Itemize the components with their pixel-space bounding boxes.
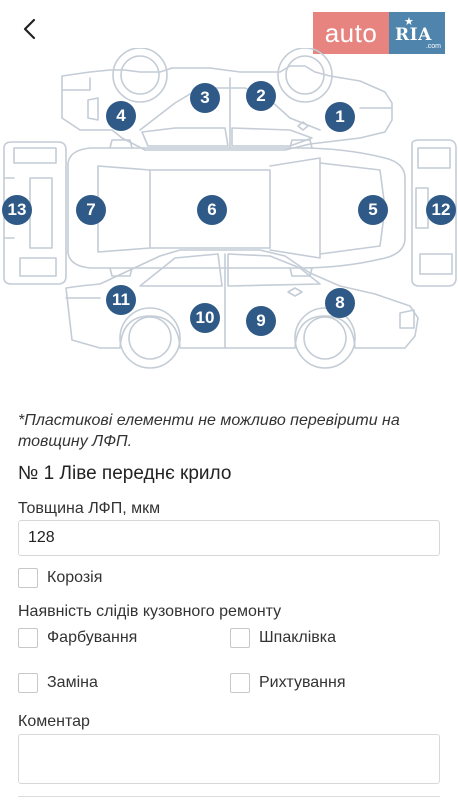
straightening-checkbox-box[interactable] bbox=[230, 673, 250, 693]
marker-part-5[interactable]: 5 bbox=[358, 195, 388, 225]
putty-checkbox-box[interactable] bbox=[230, 628, 250, 648]
logo-ria-text: RIA bbox=[395, 25, 432, 45]
repair-option-painting[interactable] bbox=[18, 628, 137, 648]
repair-heading: Наявність слідів кузовного ремонту bbox=[18, 603, 282, 620]
marker-part-2[interactable]: 2 bbox=[246, 81, 276, 111]
marker-part-13[interactable]: 13 bbox=[2, 195, 32, 225]
corrosion-checkbox[interactable] bbox=[18, 568, 102, 588]
plastic-parts-note: *Пластикові елементи не можливо перевірити на товщину ЛФП. bbox=[18, 412, 400, 450]
marker-part-11[interactable]: 11 bbox=[106, 285, 136, 315]
putty-label: Шпаклівка bbox=[259, 629, 337, 646]
car-body-diagram bbox=[0, 48, 458, 388]
repair-option-putty[interactable] bbox=[230, 628, 336, 648]
bottom-divider bbox=[18, 796, 440, 797]
chevron-left-icon bbox=[22, 18, 36, 40]
thickness-label: Товщина ЛФП, мкм bbox=[18, 500, 161, 517]
painting-label: Фарбування bbox=[47, 629, 138, 646]
thickness-input[interactable] bbox=[18, 520, 440, 556]
marker-part-7[interactable]: 7 bbox=[76, 195, 106, 225]
logo-auto-text: auto bbox=[313, 12, 389, 54]
selected-part-title: № 1 Ліве переднє крило bbox=[18, 463, 232, 484]
comment-input[interactable] bbox=[18, 734, 440, 784]
car-outline-drawing bbox=[0, 48, 458, 388]
marker-part-3[interactable]: 3 bbox=[190, 83, 220, 113]
marker-part-6[interactable]: 6 bbox=[197, 195, 227, 225]
marker-part-12[interactable]: 12 bbox=[426, 195, 456, 225]
thickness-value: 128 bbox=[28, 529, 55, 546]
corrosion-label: Корозія bbox=[47, 569, 103, 586]
back-button[interactable] bbox=[14, 12, 44, 46]
corrosion-checkbox-box[interactable] bbox=[18, 568, 38, 588]
star-icon: ★ bbox=[404, 16, 414, 28]
marker-part-9[interactable]: 9 bbox=[246, 306, 276, 336]
straightening-label: Рихтування bbox=[259, 674, 346, 691]
comment-label: Коментар bbox=[18, 713, 90, 730]
replacement-checkbox-box[interactable] bbox=[18, 673, 38, 693]
marker-part-1[interactable]: 1 bbox=[325, 102, 355, 132]
marker-part-10[interactable]: 10 bbox=[190, 303, 220, 333]
marker-part-8[interactable]: 8 bbox=[325, 288, 355, 318]
marker-part-4[interactable]: 4 bbox=[106, 101, 136, 131]
repair-option-straightening[interactable] bbox=[230, 673, 346, 693]
replacement-label: Заміна bbox=[47, 674, 98, 691]
repair-option-replacement[interactable] bbox=[18, 673, 98, 693]
logo-ria-suffix: .com bbox=[425, 43, 441, 50]
painting-checkbox-box[interactable] bbox=[18, 628, 38, 648]
